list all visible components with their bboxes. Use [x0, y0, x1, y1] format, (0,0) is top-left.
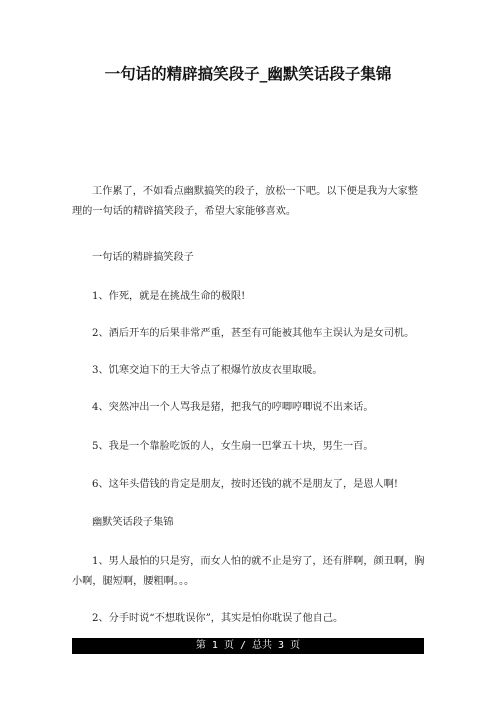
list-item: 5、我是一个靠脸吃饭的人，女生扇一巴掌五十块，男生一百。 [92, 441, 374, 452]
intro-paragraph: 工作累了，不如看点幽默搞笑的段子，放松一下吧。以下便是我为大家整理的一句话的精辟搞笑段子，希望大家能够喜欢。 [72, 186, 418, 217]
list-item: 1、作死，就是在挑战生命的极限! [92, 291, 246, 302]
page-footer [72, 638, 424, 654]
document-title: 一句话的精辟搞笑段子_幽默笑话段子集锦 [104, 65, 392, 83]
list-item: 4、突然冲出一个人骂我是猪，把我气的哼唧哼唧说不出来话。 [92, 402, 374, 413]
list-item: 6、这年头借钱的肯定是朋友，按时还钱的就不是朋友了，是恩人啊! [92, 479, 399, 490]
list-item: 2、分手时说“不想耽误你”，其实是怕你耽误了他自己。 [92, 613, 344, 624]
list-item: 1、男人最怕的只是穷，而女人怕的就不止是穷了，还有胖啊，颜丑啊，胸小啊，腿短啊，腰粗啊。。。 [72, 556, 425, 587]
list-item: 3、饥寒交迫下的王大爷点了根爆竹放皮衣里取暖。 [92, 365, 323, 376]
section-heading-one-liners: 一句话的精辟搞笑段子 [92, 252, 194, 263]
section-heading-jokes: 幽默笑话段子集锦 [92, 517, 174, 528]
page-indicator: 第 1 页 / 总共 3 页 [195, 640, 301, 651]
list-item: 2、酒后开车的后果非常严重，甚至有可能被其他车主误认为是女司机。 [92, 328, 415, 339]
